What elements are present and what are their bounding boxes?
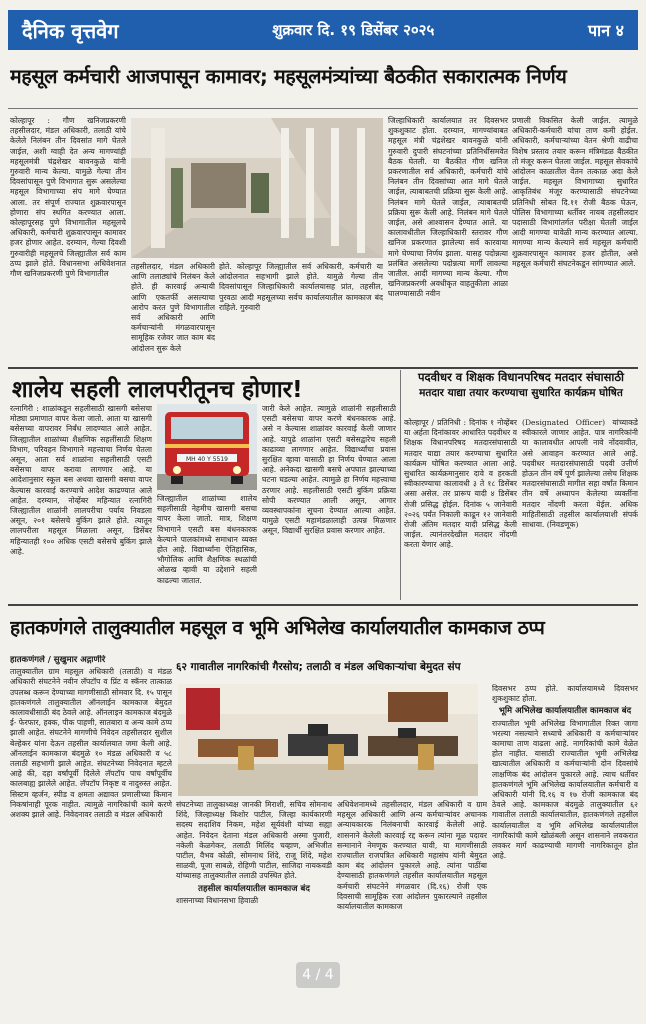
story4-headline: हातकणंगले तालुक्यातील महसूल व भूमि अभिलेख कार्यालयातील कामकाज ठप्प: [10, 617, 545, 639]
story4-column-1-text: तालुक्यातील ग्राम महसूल अधिकारी (तलाठी) व मंडळ अधिकारी संघटनेने नवीन लॅपटॉप व प्रिंट व स्कॅनर तात्काळ उपलब्ध करून देण्याच्या मागणीसाठी सोमवार दि. १५ पासून हातकणंगले तालुक्यातील ऑनलाईन कामकाज बेमुदत कालावधीसाठी बंद ठेवले आहे. ऑनलाइन कामकाज बंदमुळे ई- फेरफार, हक्क, पीक पाहणी, सातबारा व अन्य कामे ठप्प झाली आहेत. संघटनेने मागणीचे निवेदन तहसीलदार सुशील बेल्हेकर यांना देऊन तहसील कार्यालयात जमा केली आहे. ऑनलाईन कामकाज बंदमुळे १० मंडळ अधिकारी व ५८ तलाठी सहभागी झाले आहेत. संघटनेच्या निवेदनात म्हटले आहे की, दहा वर्षांपूर्वी दिलेले लॅपटॉप पाच वर्षांपूर्वीच कालबाह्य झालेले आहेत. लॅपटॉप निकृष्ट व नादुरुस्त आहेत. सिस्टम व्हर्जन, स्पीड व क्षमता अद्यावत प्रणालीच्या किमान निकषांनाही पूरक नाहीत. त्यामुळे नागरिकांची कामे करणे अशक्य झाले आहे. निवेदनावर तलाठी व मंडल अधिकारी: [10, 667, 172, 820]
story3-headline-line-1: पदवीधर व शिक्षक विधानपरिषद मतदार संघासाठी: [417, 370, 625, 384]
story4-subhead-tahsil: तहसील कार्यालयातील कामकाज बंद: [198, 883, 310, 894]
story4-column-2b-text: शासनाच्या विधानसभा हिवाळी: [176, 895, 259, 905]
story2-photo-st-bus: [157, 404, 257, 490]
story2-column-2: जिल्ह्यातील शाळांच्या शालेय सहलीसाठी नेहमीच खासगी बसचा वापर केला जातो. मात्र, शिक्षण विभागाने एसटी बस बंधनकारक केल्याने पालकांमध्ये समाधान व्यक्त होत आहे. विद्यार्थ्यांना ऐतिहासिक, भौगोलिक आणि शैक्षणिक स्थळांची ओळख व्हावी या उद्देशाने सहली काढल्या जातात.: [157, 494, 257, 585]
story1-column-1: कोल्हापूर : गौण खनिजप्रकरणी तहसीलदार, मंडल अधिकारी, तलाठी यांचे केलेले निलंबन तीन दिवसांत मागे घेतले जाईल, अशी ग्वाही देत अन्य मागण्यांही महसूलमंत्री चंद्रशेखर बावनकुळे यांनी गुरुवारी मान्य केल्या. यामुळे गेल्या तीन दिवसांपासून पुणे विभागात सुरू असलेल्या महसूल विभागाच्या संप मागे घेण्यात आला. तर संपूर्ण राज्यात शुक्रवारपासून होणारा संप स्थगित करण्यात आला. कोल्हापूरसह पुणे विभागातील महसूलचे अधिकारी, कर्मचारी शुक्रवारपासून कामावर हजर होणार आहेत. दरम्यान, गेल्या दिवशी गुरुवारीही महसूलचे जिल्ह्यातील सर्व काम ठप्प झाले होते. विधानसभा अधिवेशनात गौण खनिजप्रकरणी पुणे विभागातील: [10, 116, 126, 279]
story1-column-4: जिल्हाधिकारी कार्यालयात तर दिवसभर शुकशुकाट होता. दरम्यान, मागण्यांबाबत महसूल मंत्री चंद्रशेखर बावनकुळे यांनी गुरुवारी दुपारी संघटनांच्या प्रतिनिधींसमवेत बैठक घेतली. या बैठकीत गौण खनिज प्रकरणातील सर्व अधिकारी, कर्मचारी यांचे निलंबन तीन दिवसांच्या आत मागे घेतले जाईल, त्याबाबतची प्रक्रिया सुरू केली आहे. निलंबन मागे घेतले जाईल, त्याबाबतची प्रक्रिया सुरू केली आहे. निलंबन मागे घेतले जाईल, असे आश्वासन देण्यात आले. या कालावधीतील जिल्हाधिकारी स्तरावर गौण खनिज प्रकरणात झालेल्या सर्व कारवाया मागे घेण्याचा निर्णय झाला. यासह पदोन्नत्या प्रलंबित असलेल्या पदोन्नत्या मार्गी लावल्या जातील. आदी मागण्या मान्य केल्या. गौण खनिजप्रकरणी अवधीकृत वाहतुकीला आळा घालण्यासाठी नवीन: [388, 116, 508, 299]
story2-column-1: रत्नागिरी : शाळांकडून सहलीसाठी खासगी बसेसचा मोठ्या प्रमाणात वापर केला जातो. आता या खासगी बसेसच्या वापरावर निर्बंध लादण्यात आले आहेत. जिल्ह्यातील शाळांच्या शैक्षणिक सहलींसाठी शिक्षण विभाग, परिवहन विभागाने महत्त्वाचा निर्णय घेतला असून, आता सर्व शाळांना सहलीसाठी एसटी बसेसचा वापर करावा लागणार आहे. या आदेशानुसार स्कूल बस अथवा खासगी बसचा वापर केल्यास कारवाई करण्याचे आदेश काढण्यात आले आहेत. दरम्यान, नोव्हेंबर महिन्यात रत्नागिरी जिल्ह्यातील शाळांनी लालपरीचा पर्याय निवडला असून, २०१ बसेसचे बुकिंग झाले होते. त्यातून लालपरीला महसूल मिळाला असून, डिसेंबर महिन्यातही १०० अधिक एसटी बसेसचे बुकिंग झाले आहे.: [10, 404, 152, 556]
masthead-title: दैनिक वृत्तवेग: [22, 18, 119, 43]
story3-headline-line-2: मतदार याद्या तयार करण्याचा सुधारित कार्यक्रम घोषित: [419, 387, 623, 399]
story2-column-3: जारी केले आहेत. त्यामुळे शाळांनी सहलीसाठी एसटी बसेसचा वापर करणे बंधनकारक आहे. असे न केल्यास शाळांवर कारवाई केली जाणार आहे. यापुढे शाळांना एसटी बसेसद्वारेच सहली काढाव्या लागणार आहेत. विद्यार्थ्यांचा प्रवास सुरक्षित व्हावा यासाठी हा निर्णय घेण्यात आला आहे. अनेकदा खासगी बसचे अपघात झाल्याच्या घटना घडल्या आहेत. त्यामुळे हा निर्णय महत्त्वाचा ठरणार आहे. सहलीसाठी एसटी बुकिंग प्रक्रिया सोपी करण्यात आली असून, आगार व्यवस्थापकांना सूचना देण्यात आल्या आहेत. यामुळे एसटी महामंडळालाही उत्पन्न मिळणार असून, विद्यार्थी सुरक्षित प्रवास करणार आहेत.: [262, 404, 396, 536]
story1-column-5: प्रणाली विकसित केली जाईल. त्यामुळे अधिकारी-कर्मचारी यांचा ताण कमी होईल. अधिकारी, कर्मचाऱ्यांच्या वेतन श्रेणी वाढीचा विशेष प्रस्ताव तयार करून मंत्रिमंडळ बैठकीत तो मंजूर करून घेतला जाईल. महसूल सेवकांचे आंदोलन काळातील वेतन तत्काळ अदा केले जाईल. महसूल विभागाच्या सुधारित आकृतिबंध मंजूर करण्यासाठी संघटनेच्या प्रतिनिधी सोबत दि.११ रोजी बैठक घेऊन, पोलिस विभागाच्या धर्तीवर नायब तहसीलदार पदासाठी विभागांतर्गत परीक्षा घेतली जाईल आदी मागण्या यावेळी मान्य करण्यात आल्या. मागण्या मान्य केल्याने सर्व महसूल कर्मचारी शुक्रवारपासून कामावर हजर होतील, असे महसूल कर्मचारी संघटनेकडून सांगण्यात आले.: [512, 116, 638, 268]
story2-headline: शालेय सहली लालपरीतूनच होणार!: [12, 377, 303, 403]
story4-column-4: [492, 684, 638, 1018]
story3-column-1: कोल्हापूर / प्रतिनिधी : दिनांक १ नोव्हेंबर या अर्हता दिनांकावर आधारित पदवीधर व शिक्षक विधानपरिषद मतदारसंघासाठी मतदार याद्या तयार करण्याचा सुधारित कार्यक्रम घोषित करण्यात आला आहे. सुधारित कार्यक्रमानुसार दावे व हरकती स्वीकारण्याचा कालावधी ३ ते १८ डिसेंबर असा असेल. तर प्रारूप यादी ४ डिसेंबर रोजी प्रसिद्ध होईल. दिनांक ५ जानेवारी २०२६ पर्यंत निकाली काढून १२ जानेवारी रोजी अंतिम मतदार यादी प्रसिद्ध केली जाईल. त्यानंतरदेखील मतदार नोंदणी करता येणार आहे.: [404, 418, 517, 550]
divider: [8, 108, 638, 109]
story1-photo-office-interior: [131, 118, 383, 258]
divider: [8, 367, 638, 369]
story4-byline: हातकणंगले / सुखुमार अद्गाणीरे: [10, 655, 106, 665]
story4-photo-office: [178, 684, 478, 796]
masthead: [8, 10, 638, 50]
story4-subhead-bhumi: भूमि अभिलेख कार्यालयातील कामकाज बंद: [498, 706, 632, 717]
story3-column-2: (Designated Officer) यांच्याकडे स्वीकारले जाणार आहेत. पात्र नागरिकांनी या कालावधीत आपली नावे नोंदवावीत, असे आवाहन करण्यात आले आहे. पदवीधर मतदारसंघासाठी पदवी उत्तीर्ण होऊन तीन वर्षे पूर्ण झालेल्या तसेच शिक्षक मतदारसंघासाठी मागील सहा वर्षांत किमान तीन वर्षे अध्यापन केलेल्या व्यक्तींना मतदार नोंदणी करता येईल. अधिक माहितीसाठी तहसील कार्यालयाशी संपर्क साधावा. (निवडणूक): [522, 418, 638, 530]
story4-column-1: [10, 655, 172, 1017]
story4-subheadline: ६२ गावातील नागरिकांची गैरसोय; तलाठी व मंडल अधिकाऱ्यांचा बेमुदत संप: [176, 661, 461, 673]
masthead-date: शुक्रवार दि. १९ डिसेंबर २०२५: [272, 21, 435, 39]
masthead-page-number: पान ४: [587, 21, 624, 40]
story1-headline: महसूल कर्मचारी आजपासून कामावर; महसूलमंत्र्यांच्या बैठकीत सकारात्मक निर्णय: [10, 65, 567, 88]
story4-column-4b-text: राज्यातील भूमी अभिलेख विभागातील रिक्त जागा भरल्या नसल्याने सध्याचे अधिकारी व कर्मचाऱ्यांवर कामाचा ताण वाढला आहे. नागरिकांची कामे वेळेत होत नाहीत. यासाठी राज्यातील भूमी अभिलेख खात्यातील अधिकारी व कर्मचाऱ्यांनी दोन दिवसांचे लाक्षणिक बंद आंदोलन पुकारले आहे. त्याच धर्तीवर हातकणंगले भूमि अभिलेख कार्यालयातील कर्मचारी व अधिकारी यांनी दि.१६ व १७ रोजी कामकाज बंद ठेवले आहे. कामकाज बंदमुळे तालुक्यातील ६२ गावातील तलाठी कार्यालयातील, हातकणंगले तहसील कार्यालयातील व भूमि अभिलेख कार्यालयातील नागरिकांची कामे खोळंबली असून शासनाने लवकरात लवकर मार्ग काढण्याची मागणी नागरिकातून होत आहे.: [492, 718, 638, 861]
divider: [400, 370, 401, 600]
story1-column-2: तहसीलदार, मंडल अधिकारी आणि तलाठ्यांचे निलंबन केले होते. ही कारवाई अन्यायी आणि एकतर्फी असल्याचा आरोप करत पुणे विभागातील सर्व अधिकारी आणि कर्मचाऱ्यांनी मंगळवारपासून सामूहिक रजेवर जात काम बंद आंदोलन सुरू केले: [131, 262, 215, 353]
divider: [8, 604, 638, 606]
story4-column-2-text: संघटनेच्या तालुकाध्यक्ष जानकी मिराशी, सचिव सोमनाथ शिंदे, जिल्हाध्यक्ष किशोर पाटील, जिल्हा कार्यकारणी सदस्य सदाशिव निकम, महेश सूर्यवंशी यांच्या सह्या आहेत. निवेदन देताना मंडल अधिकारी अस्मा पुजारी, नकेली केळगेकर, तलाठी मिलिंद चव्हाण, अभिजीत पाटील, वैभव कोळी, सोमनाथ शिंदे, राजू शिंदे, महेश साळवी, पूजा साबळे, रोहिणी पाटील, साजिदा नायकवडी यांच्यासह तालुक्यातील तलाठी उपस्थित होते.: [176, 800, 332, 881]
story4-column-3: अधिवेशनामध्ये तहसीलदार, मंडल अधिकारी व ग्राम महसूल अधिकारी आणि अन्य कर्मचाऱ्यांवर अचानक अन्यायकारक निलंबनाची कारवाई केलेली आहे. शासनाने केलेली कारवाई रद्द करून त्यांना मूळ पदावर सन्मानाने नेमणूक करण्यात यावी, या मागणीसाठी राज्यातील राजपत्रित अधिकारी महासंघ यांनी बेमुदत काम बंद आंदोलन पुकारले आहे. त्यांना पाठींबा देण्यासाठी हातकणंगले तहसील कार्यालयातील महसूल कर्मचारी संघटनेने मंगळवार (दि.१६) रोजी एक दिवसाची सामूहिक रजा आंदोलन पुकारल्याने तहसील कार्यालयातील कामकाज: [337, 800, 487, 912]
bus-plate-text: MH 40 Y 5519: [186, 456, 228, 463]
story1-column-3: होते. कोल्हापूर जिल्ह्यातील सर्व अधिकारी, कर्मचारी या आंदोलनात सहभागी झाले होते. यामुळे गेल्या तीन दिवसांपासून जिल्हाधिकारी कार्यालयासह प्रांत, तहसील, पुरवठा आदी महसूलच्या सर्वच कार्यालयातील कामकाज बंद राहिले. गुरुवारी: [219, 262, 383, 312]
page-indicator[interactable]: 4 / 4: [296, 962, 340, 988]
story4-column-4a-text: दिवसभर ठप्प होते. कार्यालयामध्ये दिवसभर शुकशुकाट होता.: [492, 684, 638, 704]
